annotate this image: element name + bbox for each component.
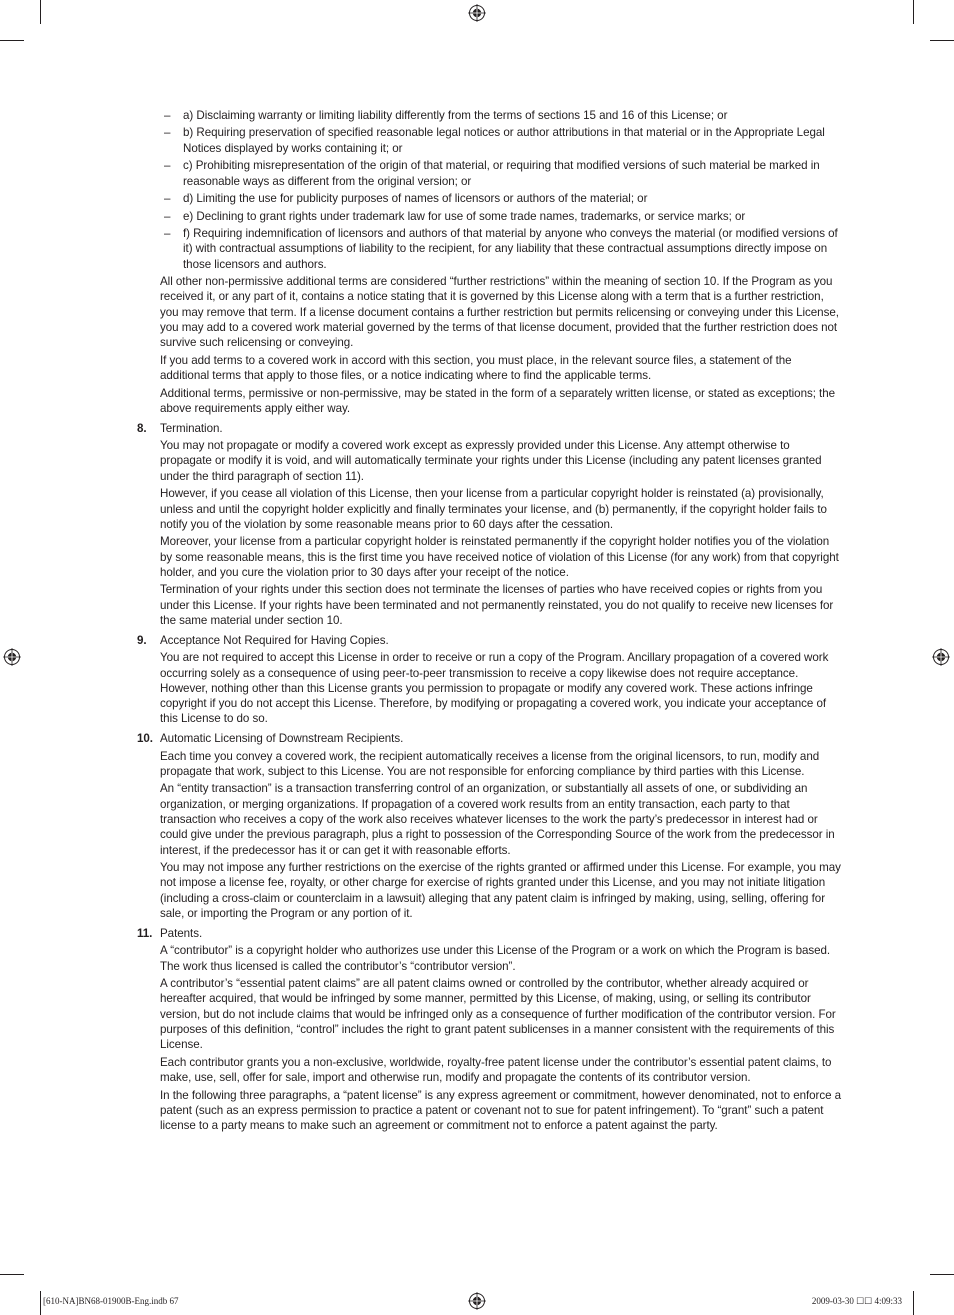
crop-mark-bottom-left-h — [0, 1274, 24, 1275]
list-dash: – — [164, 109, 171, 122]
list-item — [137, 108, 843, 123]
license-text — [137, 108, 843, 1136]
paragraph: A contributor’s “essential patent claims” are all patent claims owned or controlled by the contributor, whether already acquired or hereafter acquired, that would be infringed by some manner, permitted by this License, of making, using, or selling its contributor version, but do not include claims that would be infringed only as a consequence of further modification of the contributor version. For purposes of this definition, “control” includes the right to grant patent sublicenses in a manner consistent with the requirements of this License. — [160, 977, 836, 1052]
paragraph: A “contributor” is a copyright holder who authorizes use under this License of the Program or a work on which the Program is based. The work thus licensed is called the contributor’s “contributor version”. — [160, 944, 831, 973]
list-item — [137, 125, 843, 156]
list-item-text: f) Requiring indemnification of licensors and authors of that material by anyone who conveys the material (or modified versions of it) with contractual assumptions of liability to the recipient, for any liability that these contractual assumptions directly impose on those licensors and authors. — [183, 227, 838, 271]
list-item-text: b) Requiring preservation of specified reasonable legal notices or author attributions in that material or in the Appropriate Legal Notices displayed by works containing it; or — [183, 126, 825, 155]
list-item — [137, 226, 843, 272]
section-title: Patents. — [160, 926, 203, 940]
section-heading-11 — [137, 926, 843, 941]
paragraph: However, if you cease all violation of this License, then your license from a particular copyright holder is reinstated (a) provisionally, unless and until the copyright holder explicitly and finally terminates your license, and (b) permanently, if the copyright holder fails to notify you of the violation by some reasonable means prior to 60 days after the cessation. — [160, 487, 827, 531]
section-heading-8 — [137, 421, 843, 436]
section-number: 9. — [137, 633, 147, 647]
paragraph: If you add terms to a covered work in accord with this section, you must place, in the relevant source files, a statement of the additional terms that apply to those files, or a notice indicating where to find the applicable terms. — [160, 353, 792, 383]
registration-mark-icon — [3, 648, 21, 666]
paragraph: Additional terms, permissive or non-permissive, may be stated in the form of a separately written license, or stated as exceptions; the above requirements apply either way. — [160, 386, 836, 415]
list-item — [137, 158, 843, 189]
registration-mark-icon — [468, 4, 486, 22]
list-dash: – — [164, 227, 171, 241]
crop-mark-bottom-right-v — [913, 1291, 914, 1315]
section-number: 11. — [137, 926, 153, 940]
footer-file-info: [610-NA]BN68-01900B-Eng.indb 67 — [43, 1296, 179, 1306]
section-title: Automatic Licensing of Downstream Recipients. — [160, 732, 404, 746]
paragraph: Termination of your rights under this section does not terminate the licenses of parties who have received copies or rights from you under this License. If your rights have been terminated and not permanently reinstated, you do not qualify to receive new licenses for the same material under section 10. — [160, 583, 834, 627]
list-dash: – — [164, 209, 171, 223]
crop-mark-top-right-h — [930, 40, 954, 41]
list-dash: – — [164, 126, 171, 140]
paragraph: Moreover, your license from a particular copyright holder is reinstated permanently if the copyright holder notifies you of the violation by some reasonable means, this is the first time you have received notice of violation of this License (for any work) from that copyright holder, and you cure the violation prior to 30 days after your receipt of the notice. — [160, 535, 839, 579]
list-item-text: e) Declining to grant rights under trademark law for use of some trade names, trademarks, or service marks; or — [183, 209, 746, 223]
list-item-text: a) Disclaiming warranty or limiting liability differently from the terms of sections 15 and 16 of this License; or — [183, 109, 728, 122]
section-number: 8. — [137, 421, 147, 435]
paragraph: All other non-permissive additional terms are considered “further restrictions” within the meaning of section 10. If the Program as you received it, or any part of it, contains a notice stating that it is governed by this License along with a term that is a further restriction, you may remove that term. If a license document contains a further restriction but permits relicensing or conveying under this License, you may add to a covered work material governed by the terms of that license document, provided that the further restriction does not survive such relicensing or conveying. — [160, 275, 839, 350]
section-heading-10 — [137, 731, 843, 746]
crop-mark-bottom-left-v — [40, 1291, 41, 1315]
list-item-text: d) Limiting the use for publicity purposes of names of licensors or authors of the material; or — [183, 192, 648, 206]
crop-mark-top-right-v — [913, 0, 914, 24]
paragraph: An “entity transaction” is a transaction transferring control of an organization, or substantially all assets of one, or subdividing an organization, or merging organizations. If propagation of a covered work results from an entity transaction, each party to that transaction who receives a copy of the work also receives whatever licenses to the work the party’s predecessor in interest had or could give under the previous paragraph, plus a right to possession of the Corresponding Source of the work from the predecessor in interest, if the predecessor has it or can get it with reasonable efforts. — [160, 782, 835, 857]
list-dash: – — [164, 192, 171, 206]
paragraph: Each time you convey a covered work, the recipient automatically receives a license from the original licensors, to run, modify and propagate that work, subject to this License. You are not responsible for enforcing compliance by third parties with this License. — [160, 749, 820, 778]
section-heading-9 — [137, 633, 843, 648]
paragraph: You may not impose any further restrictions on the exercise of the rights granted or affirmed under this License. For example, you may not impose a license fee, royalty, or other charge for exercise of rights granted under this License, and you may not initiate litigation (including a cross-claim or counterclaim in a lawsuit) alleging that any patent claim is infringed by making, using, selling, offering for sale, or importing the Program or any portion of it. — [160, 861, 841, 921]
list-item — [137, 209, 843, 224]
registration-mark-icon — [468, 1292, 486, 1310]
paragraph: In the following three paragraphs, a “patent license” is any express agreement or commitment, however denominated, not to enforce a patent (such as an express permission to practice a patent or covenant not to sue for patent infringement). To “grant” such a patent license to a party means to make such an agreement or commitment not to enforce a patent against the party. — [160, 1088, 842, 1133]
section-title: Termination. — [160, 421, 223, 435]
list-item — [137, 191, 843, 206]
registration-mark-icon — [932, 648, 950, 666]
section-number: 10. — [137, 732, 153, 746]
list-item-text: c) Prohibiting misrepresentation of the origin of that material, or requiring that modified versions of such material be marked in reasonable ways as different from the original version; or — [183, 159, 820, 188]
section-title: Acceptance Not Required for Having Copies. — [160, 633, 389, 647]
crop-mark-bottom-right-h — [930, 1274, 954, 1275]
paragraph: You may not propagate or modify a covered work except as expressly provided under this License. Any attempt otherwise to propagate or modify it is void, and will automatically terminate your rights under this License (including any patent licenses granted under the third paragraph of section 11). — [160, 439, 822, 483]
paragraph: Each contributor grants you a non-exclusive, worldwide, royalty-free patent license under the contributor’s essential patent claims, to make, use, sell, offer for sale, import and otherwise run, modify and propagate the contents of its contributor version. — [160, 1055, 832, 1085]
footer-timestamp: 2009-03-30 ☐☐ 4:09:33 — [811, 1296, 902, 1306]
crop-mark-top-left-v — [40, 0, 41, 24]
list-dash: – — [164, 159, 171, 173]
crop-mark-top-left-h — [0, 40, 24, 41]
paragraph: You are not required to accept this License in order to receive or run a copy of the Program. Ancillary propagation of a covered work occurring solely as a consequence of using peer-to-peer transmission to receive a copy likewise does not require acceptance. However, nothing other than this License grants you permission to propagate or modify any covered work. These actions infringe copyright if you do not accept this License. Therefore, by modifying or propagating a covered work, you indicate your acceptance of this License to do so. — [160, 651, 829, 726]
